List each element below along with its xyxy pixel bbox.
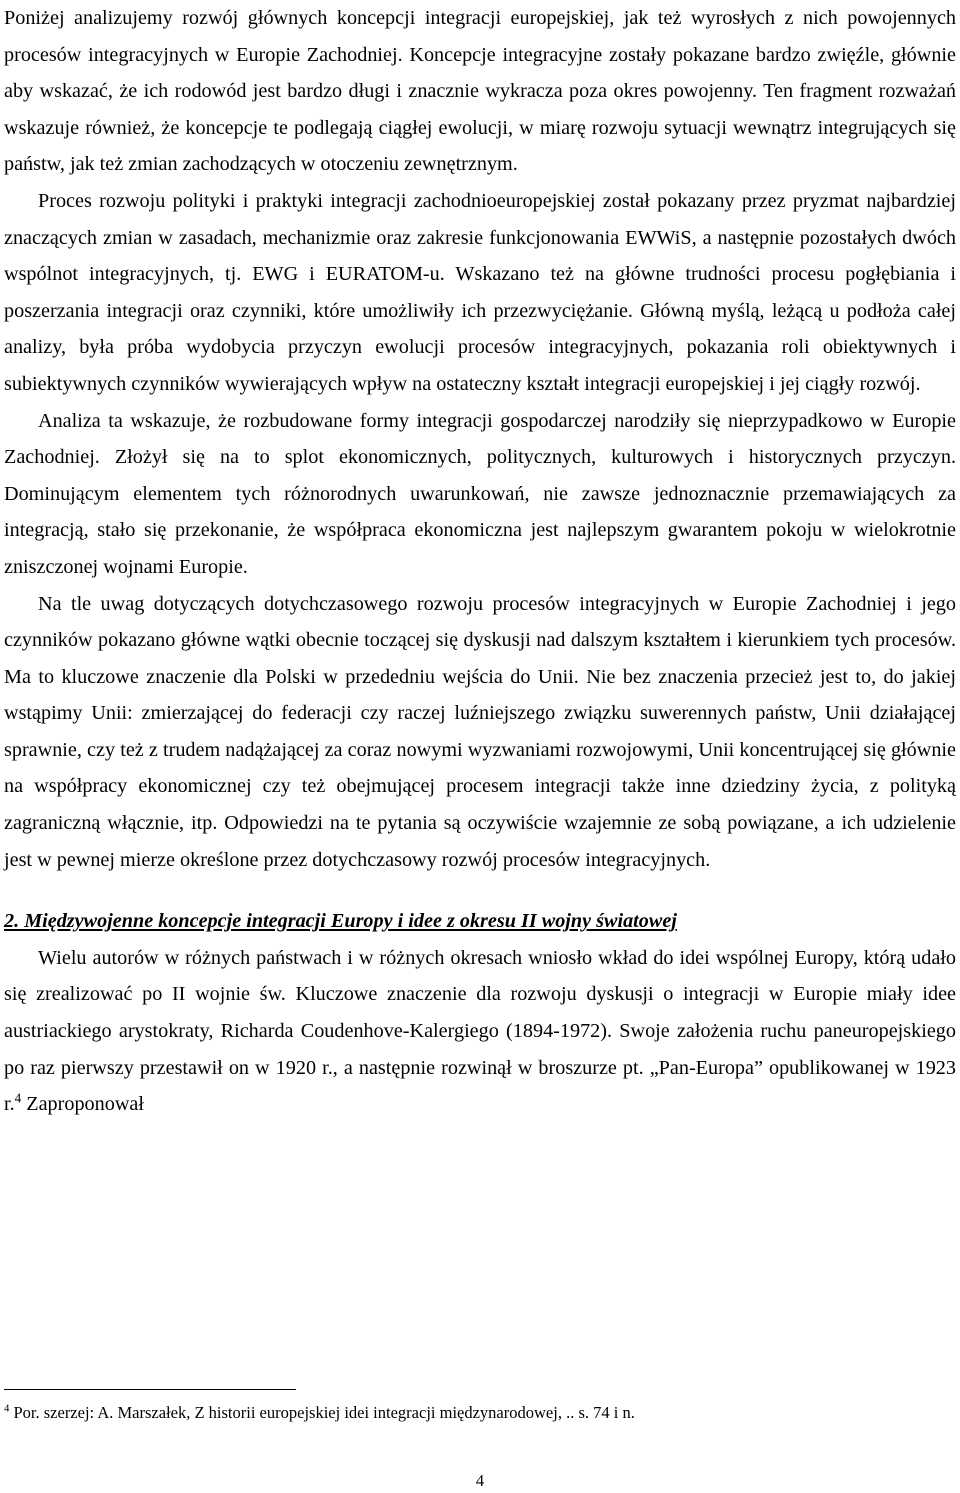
paragraph-section-tail: Zaproponował [21,1093,144,1116]
paragraph-section [4,940,956,1123]
page-number: 4 [475,1471,485,1490]
section-heading: 2. Międzywojenne koncepcje integracji Europy i idee z okresu II wojny światowej [4,910,677,933]
footnote [4,1402,956,1424]
paragraph-intro: Poniżej analizujemy rozwój głównych koncepcji integracji europejskiej, jak też wyrosłych z nich powojennych procesów integracyjnych w Europie Zachodniej. Koncepcje integracyjne zostały pokazane bardzo zwięźle, głównie aby wskazać, że ich rodowód jest bardzo długi i znacznie wykracza poza okres powojenny. Ten fragment rozważań wskazuje również, że koncepcje te podlegają ciągłej ewolucji, w miarę rozwoju sytuacji wewnątrz integrujących się państw, jak też zmian zachodzących w otoczeniu zewnętrznym. [4,7,956,176]
footnote-text: Por. szerzej: A. Marszałek, Z historii europejskiej idei integracji międzynarodowej, .. s. 74 i n. [9,1403,635,1422]
footnote-separator [4,1389,296,1390]
paragraph-discussion: Na tle uwag dotyczących dotychczasowego rozwoju procesów integracyjnych w Europie Zachodniej i jego czynników pokazano główne wątki obecnie toczącej się dyskusji nad dalszym kształtem i kierunkiem tych procesów. Ma to kluczowe znaczenie dla Polski w przededniu wejścia do Unii. Nie bez znaczenia przecież jest to, do jakiej wstąpimy Unii: zmierzającej do federacji czy raczej luźniejszego związku suwerennych państw, Unii działającej sprawnie, czy też z trudem nadążającej za coraz nowymi wyzwaniami rozwojowymi, Unii koncentrującej się głównie na współpracy ekonomicznej czy też obejmującej procesem integracji także inne dziedziny życia, z polityką zagraniczną włącznie, itp. Odpowiedzi na te pytania są oczywiście wzajemnie ze sobą powiązane, a ich udzielenie jest w pewnej mierze określone przez dotychczasowy rozwój procesów integracyjnych. [4,592,956,871]
paragraph-analysis: Analiza ta wskazuje, że rozbudowane formy integracji gospodarczej narodziły się nieprzypadkowo w Europie Zachodniej. Złożył się na to splot ekonomicznych, politycznych, kulturowych i historycznych przyczyn. Dominującym elementem tych różnorodnych uwarunkowań, nie zawsze jednoznacznie przemawiających za integracją, stało się przekonanie, że współpraca ekonomiczna jest najlepszym gwarantem pokoju w wielokrotnie zniszczonej wojnami Europie. [4,409,956,578]
section-body [4,940,956,1123]
paragraph-process: Proces rozwoju polityki i praktyki integracji zachodnioeuropejskiej został pokazany przez pryzmat najbardziej znaczących zmian w zasadach, mechanizmie oraz zakresie funkcjonowania EWWiS, a następnie pozostałych dwóch wspólnot integracyjnych, tj. EWG i EURATOM-u. Wskazano też na główne trudności procesu pogłębiania i poszerzania integracji oraz czynniki, które umożliwiły ich przezwyciężanie. Główną myślą, leżącą u podłoża całej analizy, była próba wydobycia przyczyn ewolucji procesów integracyjnych, pokazania roli obiektywnych i subiektywnych czynników wywierających wpływ na ostateczny kształt integracji europejskiej i jej ciągły rozwój. [4,189,956,395]
footnote-marker: 4 [4,1402,10,1415]
footnote-reference[interactable]: 4 [14,1090,22,1106]
paragraph-section-text: Wielu autorów w różnych państwach i w różnych okresach wniosło wkład do idei wspólnej Europy, którą udało się zrealizować po II wojnie św. Kluczowe znaczenie dla rozwoju dyskusji o integracji w Europie miały idee austriackiego arystokraty, Richarda Coudenhove-Kalergiego (1894-1972). Swoje założenia ruchu paneuropejskiego po raz pierwszy przestawił on w 1920 r., a następnie rozwinął w broszurze pt. „Pan-Europa” opublikowanej w 1923 r. [4,946,956,1116]
body-text [4,0,956,878]
document-page [4,0,956,1123]
